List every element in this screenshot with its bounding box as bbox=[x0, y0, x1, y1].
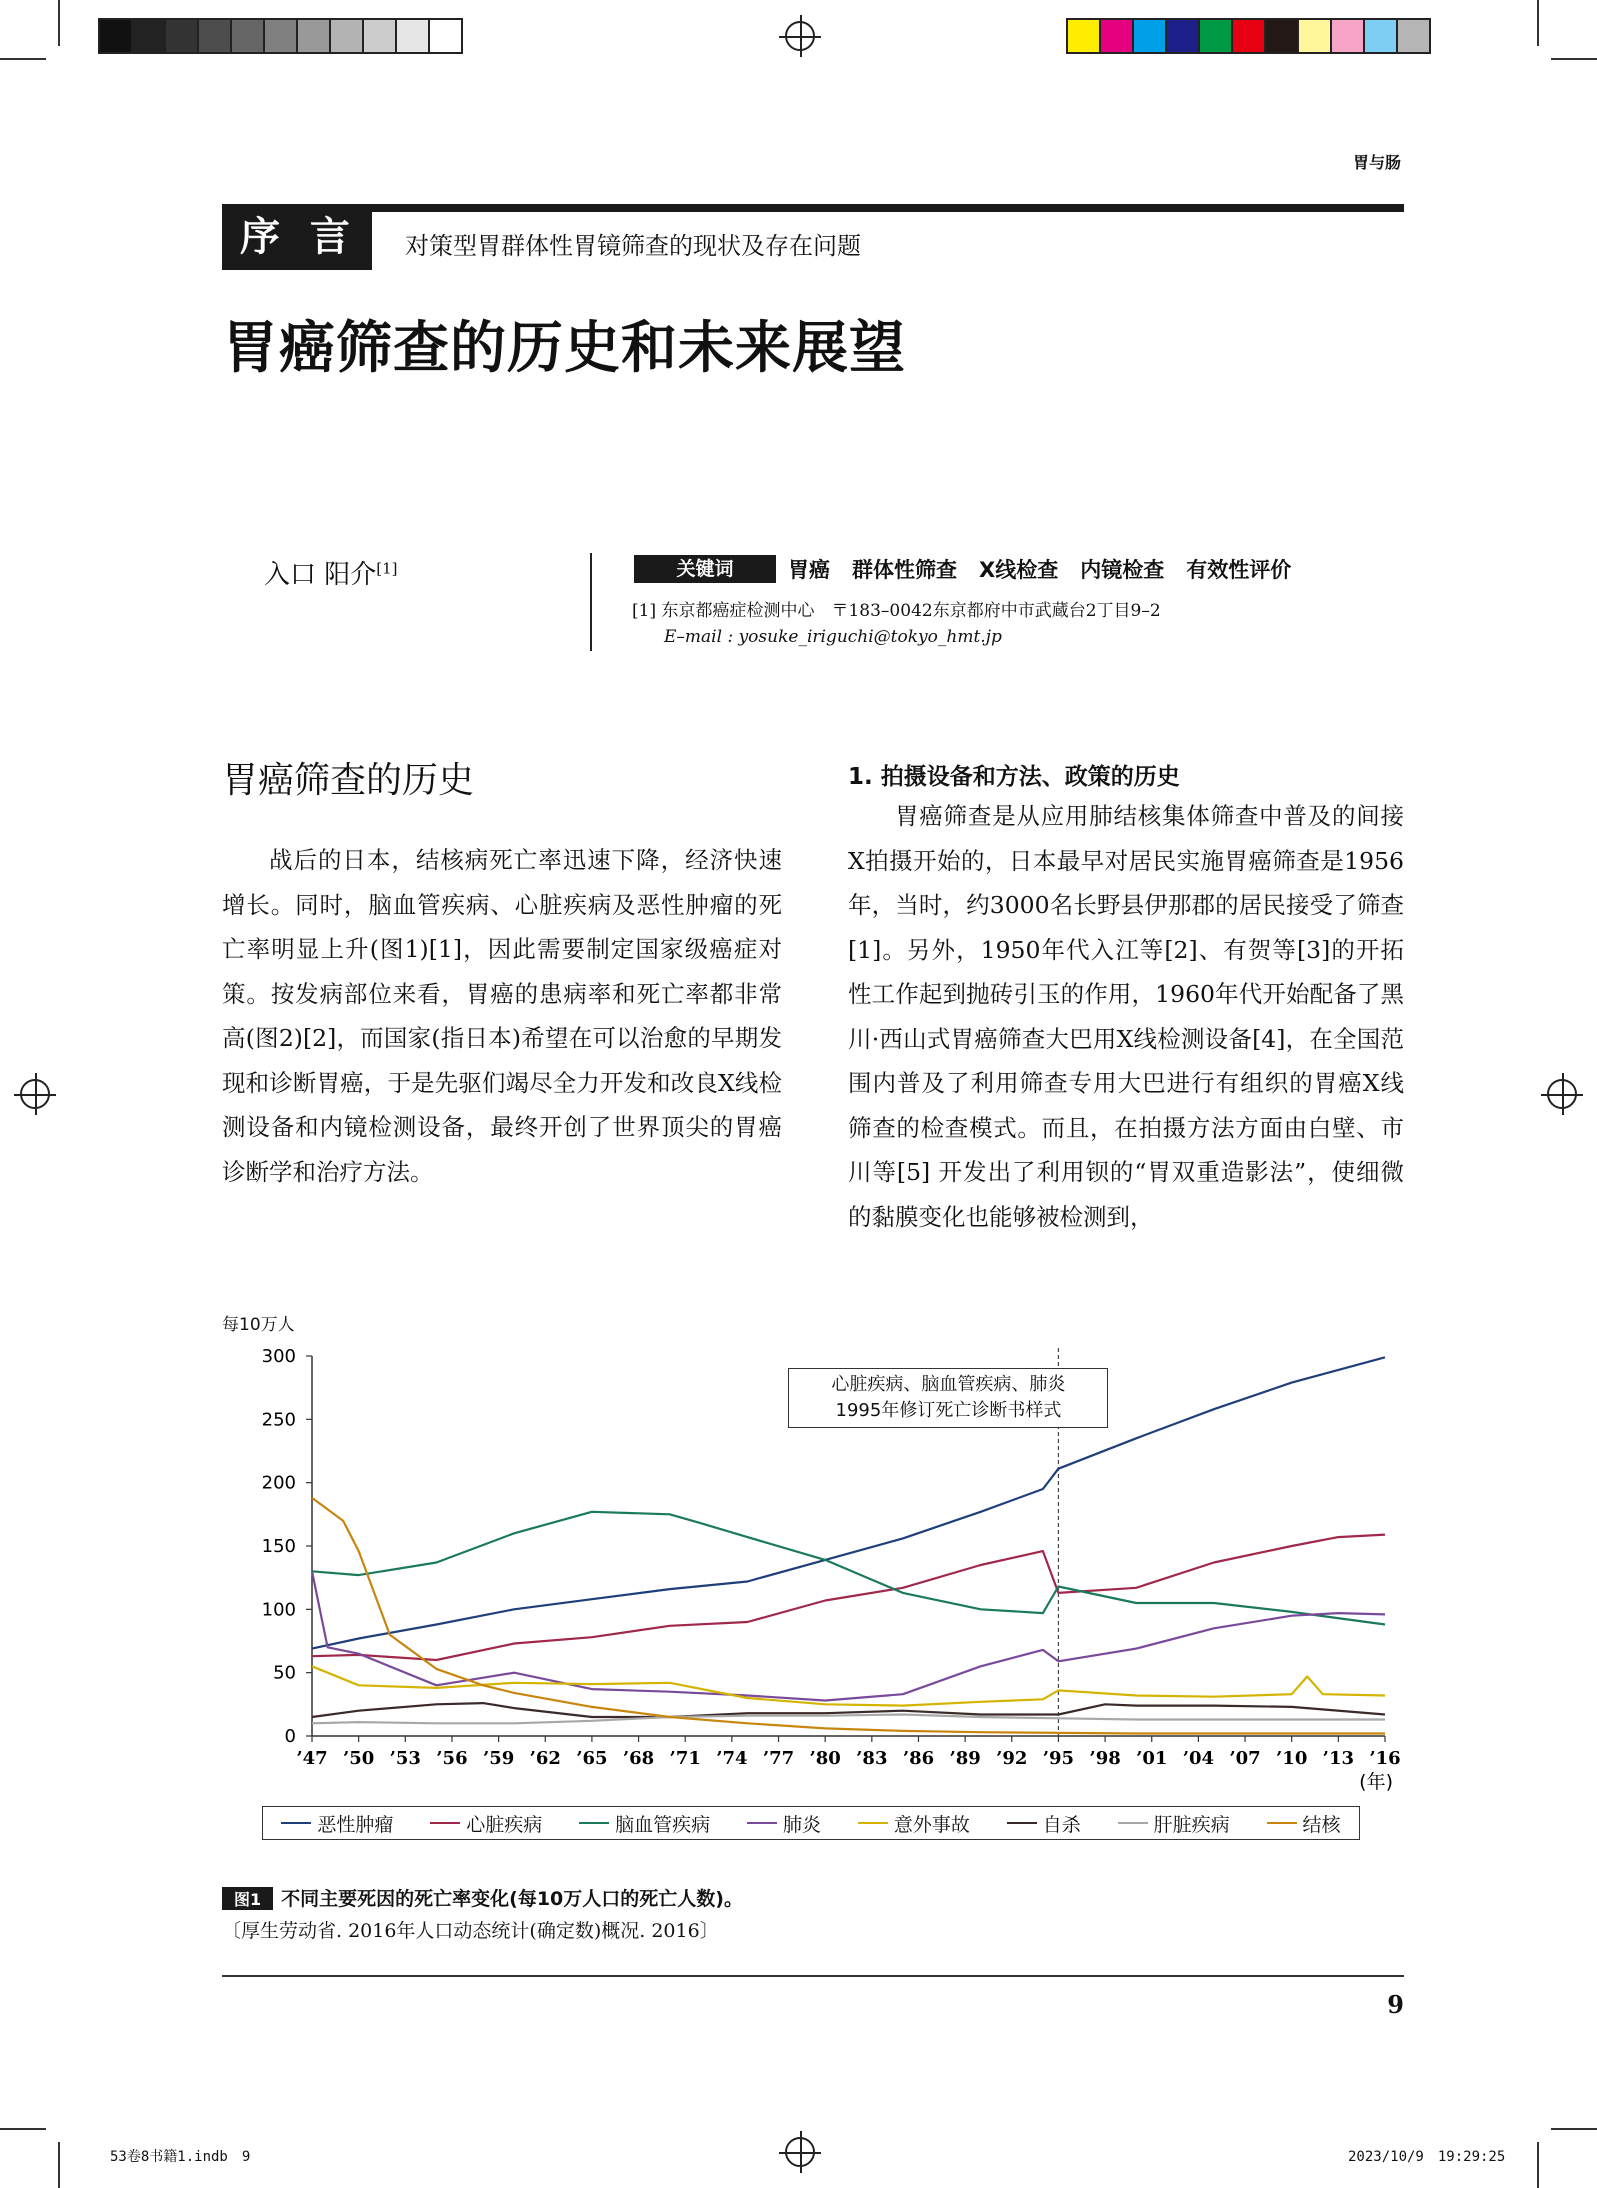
y-tick-label: 50 bbox=[273, 1662, 296, 1684]
legend-item bbox=[1007, 1810, 1081, 1837]
keyword: 内镜检查 bbox=[1080, 558, 1165, 582]
color-swatch bbox=[362, 18, 397, 54]
affiliation-address: [1] 东京都癌症检测中心 〒183–0042东京都府中市武蔵台2丁目9–2 bbox=[632, 601, 1161, 621]
x-tick-label: ’89 bbox=[949, 1748, 981, 1769]
x-tick-label: ’71 bbox=[669, 1748, 701, 1769]
page-number: 9 bbox=[1387, 1990, 1404, 2019]
legend-label: 心脏疾病 bbox=[466, 1813, 543, 1836]
keyword: X线检查 bbox=[979, 558, 1059, 582]
registration-mark bbox=[1547, 1079, 1577, 1109]
color-swatch bbox=[1132, 18, 1167, 54]
left-column-text bbox=[222, 838, 782, 1194]
color-swatch bbox=[1099, 18, 1134, 54]
legend-swatch bbox=[1118, 1822, 1148, 1824]
color-swatch bbox=[230, 18, 265, 54]
crop-mark bbox=[1537, 2142, 1539, 2188]
x-tick-label: ’62 bbox=[529, 1748, 561, 1769]
color-swatch bbox=[1165, 18, 1200, 54]
bottom-rule bbox=[222, 1975, 1404, 1977]
legend-item bbox=[858, 1810, 970, 1837]
legend-swatch bbox=[858, 1822, 888, 1824]
color-swatch bbox=[329, 18, 364, 54]
legend-swatch bbox=[579, 1822, 609, 1824]
section-tag: 序 言 bbox=[222, 204, 372, 270]
legend-swatch bbox=[747, 1822, 777, 1824]
affiliation-email: E–mail : yosuke_iriguchi@tokyo_hmt.jp bbox=[664, 627, 1002, 647]
keyword: 群体性筛查 bbox=[852, 558, 957, 582]
section-rule bbox=[222, 204, 1404, 212]
color-swatch bbox=[98, 18, 133, 54]
annotation-line2: 1995年修订死亡诊断书样式 bbox=[835, 1400, 1062, 1421]
legend-item bbox=[281, 1810, 393, 1837]
footer-file: 53卷8书籍1.indb 9 bbox=[110, 2149, 251, 2165]
color-swatch bbox=[1396, 18, 1431, 54]
x-tick-label: ’59 bbox=[482, 1748, 515, 1769]
x-tick-label: ’92 bbox=[996, 1748, 1028, 1769]
keywords-label: 关键词 bbox=[634, 555, 776, 583]
y-tick-label: 0 bbox=[284, 1726, 296, 1747]
author-ref: [1] bbox=[376, 559, 398, 578]
article-title: 胃癌筛查的历史和未来展望 bbox=[222, 316, 906, 381]
paragraph: 胃癌筛查是从应用肺结核集体筛查中普及的间接X拍摄开始的，日本最早对居民实施胃癌筛查是1956年，当时，约3000名长野县伊那郡的居民接受了筛查[1]。另外，1950年代入江等[2]、有贺等[3]的开拓性工作起到抛砖引玉的作用，1960年代开始配备了黑川·西山式胃癌筛查大巴用X线检测设备[4]，在全国范围内普及了利用筛查专用大巴进行有组织的胃癌X线筛查的检查模式。而且，在拍摄方法方面由白壁、市川等[5] 开发出了利用钡的“胃双重造影法”，使细微的黏膜变化也能够被检测到， bbox=[848, 802, 1404, 1231]
legend-label: 肺炎 bbox=[783, 1813, 822, 1836]
x-tick-label: ’47 bbox=[296, 1748, 328, 1769]
color-swatch bbox=[1066, 18, 1101, 54]
chart-annotation bbox=[788, 1368, 1108, 1428]
section-subtitle: 对策型胃群体性胃镜筛查的现状及存在问题 bbox=[405, 232, 861, 260]
legend-label: 脑血管疾病 bbox=[615, 1813, 711, 1836]
color-swatch bbox=[1363, 18, 1398, 54]
legend-label: 结核 bbox=[1302, 1813, 1341, 1836]
affiliation bbox=[632, 598, 1161, 650]
figure-caption bbox=[222, 1884, 743, 1911]
color-swatch bbox=[197, 18, 232, 54]
keywords bbox=[634, 554, 1291, 584]
x-tick-label: ’80 bbox=[809, 1748, 841, 1769]
keyword: 有效性评价 bbox=[1186, 558, 1292, 582]
legend-item bbox=[1267, 1810, 1341, 1837]
legend-item bbox=[1118, 1810, 1230, 1837]
color-swatch bbox=[1297, 18, 1332, 54]
author bbox=[264, 554, 398, 591]
x-tick-label: ’68 bbox=[622, 1748, 655, 1769]
figure-caption-text: 不同主要死因的死亡率变化(每10万人口的死亡人数)。 bbox=[281, 1888, 743, 1910]
x-tick-label: ’10 bbox=[1276, 1748, 1308, 1769]
legend-label: 意外事故 bbox=[893, 1813, 970, 1836]
legend-item bbox=[430, 1810, 542, 1837]
legend-label: 肝脏疾病 bbox=[1153, 1813, 1230, 1836]
figure-source: 〔厚生劳动省. 2016年人口动态统计(确定数)概况. 2016〕 bbox=[222, 1920, 719, 1942]
color-swatch bbox=[428, 18, 463, 54]
legend-swatch bbox=[1007, 1822, 1037, 1824]
y-tick-label: 100 bbox=[261, 1599, 296, 1621]
registration-mark bbox=[20, 1079, 50, 1109]
x-tick-label: ’98 bbox=[1089, 1748, 1121, 1769]
x-tick-label: ’74 bbox=[716, 1748, 748, 1769]
figure-tag: 图1 bbox=[222, 1887, 273, 1910]
annotation-line1: 心脏疾病、脑血管疾病、肺炎 bbox=[831, 1374, 1066, 1395]
footer-timestamp: 2023/10/9 19:29:25 bbox=[1348, 2149, 1506, 2165]
x-tick-label: ’50 bbox=[342, 1748, 375, 1769]
section-heading: 胃癌筛查的历史 bbox=[222, 760, 475, 801]
color-swatch bbox=[1198, 18, 1233, 54]
x-tick-label: ’04 bbox=[1182, 1748, 1215, 1769]
legend-item bbox=[579, 1810, 710, 1837]
color-swatch bbox=[1330, 18, 1365, 54]
chart-legend bbox=[262, 1806, 1360, 1840]
x-tick-label: ’77 bbox=[762, 1748, 795, 1769]
registration-mark bbox=[785, 2137, 815, 2167]
legend-swatch bbox=[430, 1822, 460, 1824]
x-tick-label: ’56 bbox=[436, 1748, 468, 1769]
running-head: 胃与肠 bbox=[1352, 153, 1401, 172]
x-tick-label: ’83 bbox=[856, 1748, 888, 1769]
series-line bbox=[312, 1512, 1385, 1625]
x-tick-label: ’16 bbox=[1369, 1748, 1401, 1769]
x-tick-label: ’13 bbox=[1322, 1748, 1355, 1769]
crop-mark bbox=[58, 2142, 60, 2188]
subsection-heading: 1. 拍摄设备和方法、政策的历史 bbox=[848, 764, 1180, 790]
x-tick-label: ’01 bbox=[1136, 1748, 1168, 1769]
legend-swatch bbox=[281, 1822, 311, 1824]
series-line bbox=[312, 1715, 1385, 1724]
legend-item bbox=[747, 1810, 821, 1837]
color-swatch bbox=[296, 18, 331, 54]
crop-mark bbox=[0, 58, 46, 60]
crop-mark bbox=[58, 0, 60, 46]
keyword: 胃癌 bbox=[788, 558, 830, 582]
crop-mark bbox=[1551, 2128, 1597, 2130]
crop-mark bbox=[1551, 58, 1597, 60]
legend-swatch bbox=[1267, 1822, 1297, 1824]
y-tick-label: 200 bbox=[261, 1472, 296, 1494]
legend-label: 恶性肿瘤 bbox=[317, 1813, 394, 1836]
registration-mark bbox=[785, 21, 815, 51]
color-swatch bbox=[263, 18, 298, 54]
x-tick-label: ’53 bbox=[389, 1748, 421, 1769]
x-tick-label: ’86 bbox=[902, 1748, 935, 1769]
y-tick-label: 250 bbox=[261, 1409, 296, 1431]
y-axis-label: 每10万人 bbox=[222, 1315, 295, 1335]
color-swatch bbox=[395, 18, 430, 54]
gray-color-bar bbox=[100, 18, 463, 54]
crop-mark bbox=[0, 2128, 46, 2130]
right-column-text bbox=[848, 794, 1404, 1239]
color-swatch bbox=[1264, 18, 1299, 54]
color-swatch bbox=[131, 18, 166, 54]
author-divider bbox=[590, 553, 592, 651]
crop-mark bbox=[1537, 0, 1539, 46]
color-swatch bbox=[164, 18, 199, 54]
y-tick-label: 300 bbox=[261, 1346, 296, 1367]
x-tick-label: ’07 bbox=[1229, 1748, 1261, 1769]
legend-label: 自杀 bbox=[1042, 1813, 1081, 1836]
x-tick-label: ’95 bbox=[1042, 1748, 1075, 1769]
paragraph: 战后的日本，结核病死亡率迅速下降，经济快速增长。同时，脑血管疾病、心脏疾病及恶性肿瘤的死亡率明显上升(图1)[1]，因此需要制定国家级癌症对策。按发病部位来看，胃癌的患病率和死亡率都非常高(图2)[2]，而国家(指日本)希望在可以治愈的早期发现和诊断胃癌，于是先驱们竭尽全力开发和改良X线检测设备和内镜检测设备，最终开创了世界顶尖的胃癌诊断学和治疗方法。 bbox=[222, 846, 782, 1186]
color-swatch bbox=[1231, 18, 1266, 54]
y-tick-label: 150 bbox=[261, 1536, 296, 1557]
author-name: 入口 阳介 bbox=[264, 560, 377, 590]
x-axis-label: (年) bbox=[1359, 1771, 1393, 1793]
color-bar bbox=[1068, 18, 1431, 54]
x-tick-label: ’65 bbox=[576, 1748, 608, 1769]
